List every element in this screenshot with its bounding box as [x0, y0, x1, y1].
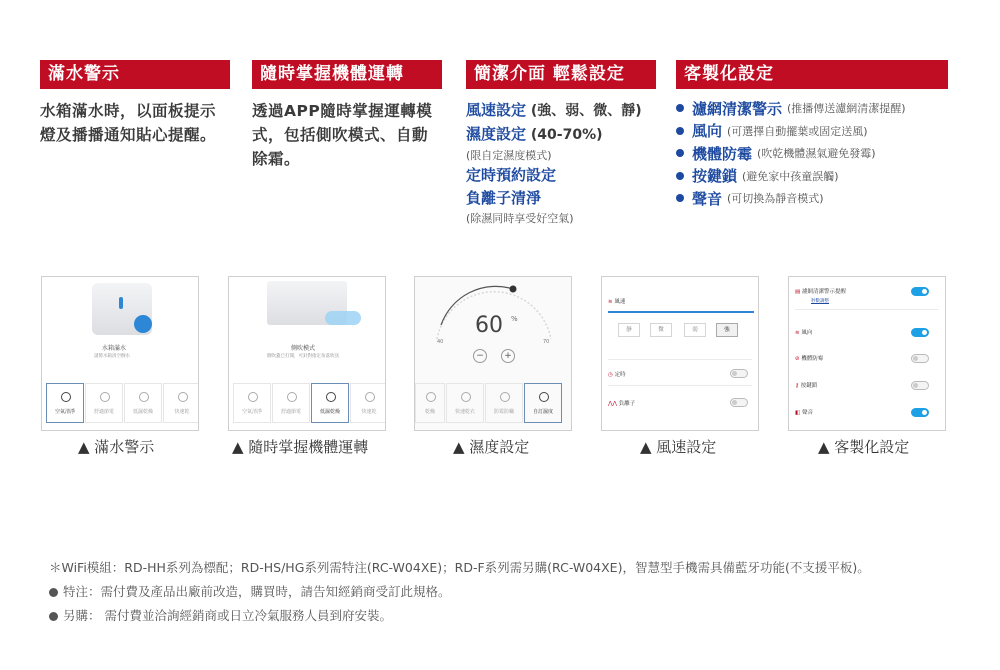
filter-row: ▤ 濾網清潔警示提醒: [795, 289, 846, 295]
speed-weak-button[interactable]: 弱: [684, 323, 706, 337]
clock-icon: ◷: [608, 372, 615, 378]
shirt-icon: [461, 392, 471, 402]
humidity-max: 70: [543, 339, 550, 345]
fan-icon: ≋: [608, 299, 615, 305]
humidity-min: 40: [437, 339, 444, 345]
desc-water-alert: 水箱滿水時，以面板提示燈及播播通知貼心提醒。: [40, 102, 217, 144]
mode-fast-dry[interactable]: 快速乾: [350, 383, 386, 423]
feature-water-alert: [40, 60, 230, 147]
speed-micro-button[interactable]: 微: [650, 323, 672, 337]
low-humid-icon: [326, 392, 336, 402]
comfort-icon: [287, 392, 297, 402]
speaker-icon: ◧: [795, 410, 802, 416]
mode-row: [233, 383, 386, 423]
screen-speed: [601, 276, 759, 431]
mode-low-humid[interactable]: 低濕乾燥: [311, 383, 349, 423]
speed-quiet-button[interactable]: 靜: [618, 323, 640, 337]
lock-row: ⚷ 按鍵鎖: [795, 383, 818, 389]
mode-row: [415, 383, 563, 423]
mode-row: [46, 383, 199, 423]
feature-custom: [676, 60, 948, 210]
ion-row: ⋀⋀ 負離子: [608, 401, 636, 407]
bullet-sound: 聲音 (可切換為靜音模式): [676, 187, 948, 210]
key-icon: ⚷: [795, 383, 801, 389]
shirt-icon: [178, 392, 188, 402]
dry-icon: [426, 392, 436, 402]
screen-operation: [228, 276, 386, 431]
mode-air-clean[interactable]: 空氣清淨: [46, 383, 84, 423]
mold-row: ⊘ 機體防霉: [795, 356, 824, 362]
humidity-value: 60: [475, 313, 503, 338]
caption-humidity: ▲ 濕度設定: [453, 438, 530, 456]
bullet-dot-icon: [676, 149, 684, 157]
mode-fast-laundry[interactable]: 快速乾衣: [446, 383, 484, 423]
speed-label-row: ≋ 風速: [608, 299, 626, 305]
bug-icon: [500, 392, 510, 402]
bullet-dot-icon: [49, 612, 58, 621]
feature-interface: [466, 60, 656, 227]
footnote-purchase: 另購： 需付費並洽詢經銷商或日立冷氣服務人員到府安裝。: [49, 604, 870, 628]
minus-button[interactable]: −: [473, 349, 487, 363]
footnote-special: 特注：需付費及產品出廠前改造，購買時，請告知經銷商受訂此規格。: [49, 580, 870, 604]
bullet-mold: 機體防霉 (吹乾機體濕氣避免發霉): [676, 142, 948, 165]
water-drop-icon: [539, 392, 549, 402]
header-interface: 簡潔介面 輕鬆設定: [466, 60, 656, 89]
wind-direction-icon: ≋: [795, 330, 802, 336]
mode-comfort[interactable]: 舒適節電: [85, 383, 123, 423]
header-water-alert: 滿水警示: [40, 60, 230, 89]
mold-toggle[interactable]: [911, 354, 929, 363]
mode-anti-mold[interactable]: 防霉防蟎: [485, 383, 523, 423]
timer-row: ◷ 定時: [608, 372, 626, 378]
caption-operation: ▲ 隨時掌握機體運轉: [232, 438, 369, 456]
screen-water-full: [41, 276, 199, 431]
water-screen-title: 水箱滿水: [102, 345, 127, 352]
speed-strong-button[interactable]: 強: [716, 323, 738, 337]
speed-slider[interactable]: [608, 311, 754, 313]
divider: [795, 309, 939, 310]
dial-handle-icon[interactable]: [510, 286, 517, 293]
humidity-unit: %: [511, 315, 518, 323]
bullet-direction: 風向 (可選擇自動擺葉或固定送風): [676, 120, 948, 143]
bullet-lock: 按鍵鎖 (避免家中孩童誤觸): [676, 165, 948, 188]
divider: [608, 385, 752, 386]
timer-toggle[interactable]: [730, 369, 748, 378]
bullet-dot-icon: [676, 127, 684, 135]
bullet-dot-icon: [676, 194, 684, 202]
low-humid-icon: [139, 392, 149, 402]
comfort-icon: [100, 392, 110, 402]
operation-screen-subtitle: 側吹蓋已打開，可針對指定角落吹送: [267, 354, 339, 359]
plus-button[interactable]: +: [501, 349, 515, 363]
caption-speed: ▲ 風速設定: [640, 438, 717, 456]
mode-fast-dry[interactable]: 快速乾: [163, 383, 199, 423]
bullet-dot-icon: [49, 588, 58, 597]
mold-icon: ⊘: [795, 356, 802, 362]
custom-bullets: [676, 97, 948, 210]
header-custom: 客製化設定: [676, 60, 948, 89]
screen-custom: [788, 276, 946, 431]
mode-low-humid[interactable]: 低濕乾燥: [124, 383, 162, 423]
filter-icon: ▤: [795, 289, 802, 295]
feat-speed: 風速設定 (強、弱、微、靜): [466, 101, 642, 119]
footnote-wifi: ＊WiFi模組：RD-HH系列為標配；RD-HS/HG系列需特注(RC-W04XE)；RD-F系列需另購(RC-W04XE)，智慧型手機需具備藍牙功能(不支援平板)。: [49, 560, 870, 575]
direction-row: ≋ 風向: [795, 330, 813, 336]
water-drop-icon: [134, 315, 152, 333]
caption-custom: ▲ 客製化設定: [818, 438, 910, 456]
air-clean-icon: [61, 392, 71, 402]
caption-water-alert: ▲ 滿水警示: [78, 438, 155, 456]
operation-screen-title: 側吹模式: [291, 345, 316, 352]
feat-timer: 定時預約設定: [466, 166, 557, 184]
feat-ion: 負離子清淨: [466, 189, 542, 207]
shirt-icon: [365, 392, 375, 402]
feat-ion-note: (除濕同時享受好空氣): [466, 212, 574, 225]
direction-toggle[interactable]: [911, 328, 929, 337]
footnotes: [49, 556, 870, 628]
ion-icon: ⋀⋀: [608, 401, 619, 407]
sound-toggle[interactable]: [911, 408, 929, 417]
feature-operation: [252, 60, 442, 171]
air-clean-icon: [248, 392, 258, 402]
bullet-dot-icon: [676, 172, 684, 180]
feat-humidity-note: (限自定濕度模式): [466, 149, 552, 162]
filter-toggle[interactable]: [911, 287, 929, 296]
header-operation: 隨時掌握機體運轉: [252, 60, 442, 89]
airflow-icon: [325, 311, 361, 325]
ion-toggle[interactable]: [730, 398, 748, 407]
feat-humidity: 濕度設定 (40-70%): [466, 125, 603, 143]
mode-comfort[interactable]: 舒適節電: [272, 383, 310, 423]
desc-operation: 透過APP隨時掌握運轉模式，包括側吹模式、自動除霜。: [252, 102, 433, 168]
sound-row: ◧ 聲音: [795, 410, 813, 416]
mode-dry[interactable]: 乾燥: [415, 383, 445, 423]
screen-humidity: [414, 276, 572, 431]
seconds-adjust-link[interactable]: 秒數調整: [811, 299, 829, 304]
divider: [608, 359, 752, 360]
water-screen-subtitle: 請將水箱清空倒水: [94, 354, 130, 359]
bullet-filter: 濾網清潔警示 (推播傳送濾網清潔提醒): [676, 97, 948, 120]
mode-air-clean[interactable]: 空氣清淨: [233, 383, 271, 423]
mode-custom-humidity[interactable]: 自訂濕度: [524, 383, 562, 423]
bullet-dot-icon: [676, 104, 684, 112]
lock-toggle[interactable]: [911, 381, 929, 390]
